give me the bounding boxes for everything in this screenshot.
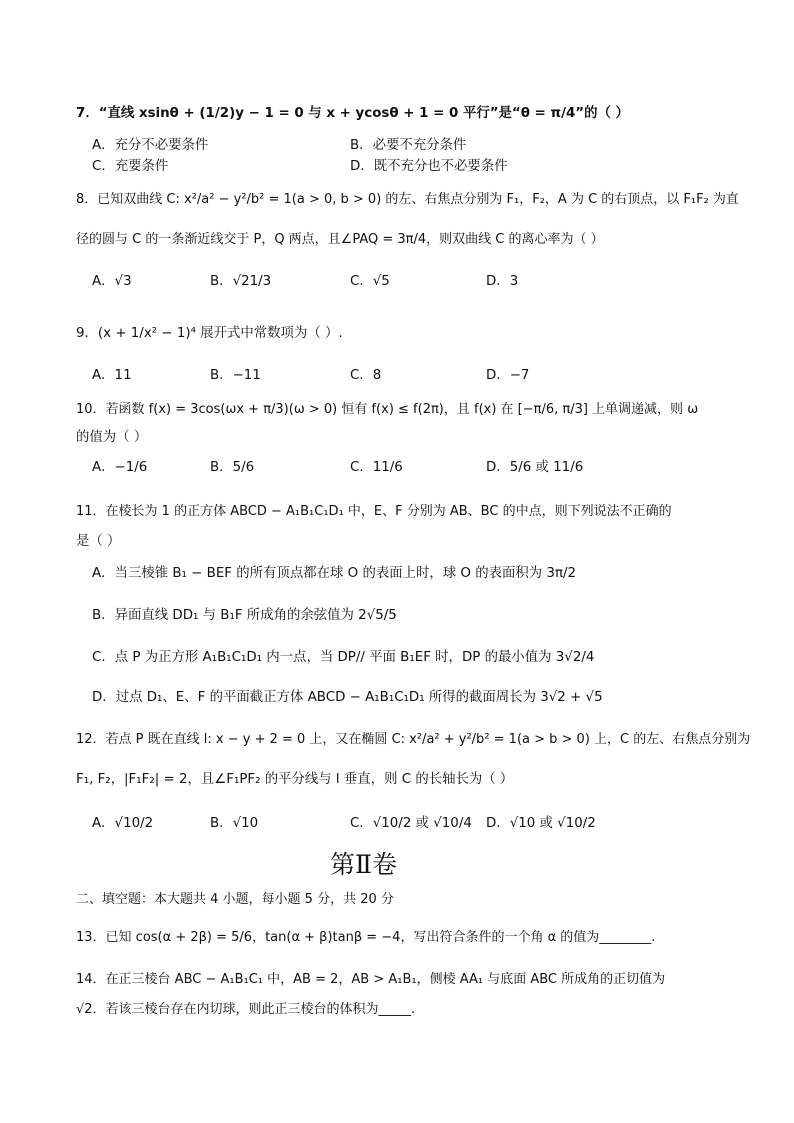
q12-stem-line1: 12．若点 P 既在直线 l: x − y + 2 = 0 上，又在椭圆 C: x²/a² + y²/b² = 1(a > b > 0) 上，C 的左、右焦点分别为 (76, 732, 751, 747)
q10-option-d[interactable]: D．5/6 或 11/6 (486, 460, 584, 475)
q10-stem-line2: 的值为（ ） (76, 430, 148, 445)
q10-option-a[interactable]: A．−1/6 (92, 460, 148, 475)
q9-option-b[interactable]: B．−11 (210, 368, 261, 383)
q7-option-c[interactable]: C．充要条件 (92, 159, 169, 174)
q12-option-d[interactable]: D．√10 或 √10/2 (486, 816, 596, 831)
q9-stem: 9．(x + 1/x² − 1)⁴ 展开式中常数项为（ ）. (76, 326, 343, 341)
q12-option-a[interactable]: A．√10/2 (92, 816, 154, 831)
fill-in-header: 二、填空题：本大题共 4 小题，每小题 5 分，共 20 分 (76, 892, 394, 907)
q9-option-d[interactable]: D．−7 (486, 368, 530, 383)
q8-stem-line2: 径的圆与 C 的一条渐近线交于 P，Q 两点，且∠PAQ = 3π/4，则双曲线 C 的离心率为（ ） (76, 232, 604, 247)
q12-option-b[interactable]: B．√10 (210, 816, 259, 831)
q11-option-b[interactable]: B．异面直线 DD₁ 与 B₁F 所成角的余弦值为 2√5/5 (92, 608, 397, 623)
q8-option-c[interactable]: C．√5 (350, 274, 390, 289)
q10-option-b[interactable]: B．5/6 (210, 460, 255, 475)
q10-option-c[interactable]: C．11/6 (350, 460, 403, 475)
q8-option-b[interactable]: B．√21/3 (210, 274, 272, 289)
q7-stem: 7．“直线 xsinθ + (1/2)y − 1 = 0 与 x + ycosθ + 1 = 0 平行”是“θ = π/4”的（ ） (76, 106, 629, 121)
q7-option-d[interactable]: D．既不充分也不必要条件 (350, 159, 508, 174)
q12-option-c[interactable]: C．√10/2 或 √10/4 (350, 816, 472, 831)
q12-stem-line2: F₁, F₂，|F₁F₂| = 2，且∠F₁PF₂ 的平分线与 l 垂直，则 C 的长轴长为（ ） (76, 772, 514, 787)
q7-option-a[interactable]: A．充分不必要条件 (92, 138, 209, 153)
q14-stem-line2: √2．若该三棱台存在内切球，则此正三棱台的体积为_____. (76, 1002, 416, 1017)
q8-option-a[interactable]: A．√3 (92, 274, 132, 289)
q11-option-c[interactable]: C．点 P 为正方形 A₁B₁C₁D₁ 内一点，当 DP// 平面 B₁EF 时，DP 的最小值为 3√2/4 (92, 650, 595, 665)
q10-stem-line1: 10．若函数 f(x) = 3cos(ωx + π/3)(ω > 0) 恒有 f(x) ≤ f(2π)，且 f(x) 在 [−π/6, π/3] 上单调递减，则 ω (76, 402, 699, 417)
q11-stem-line2: 是（ ） (76, 534, 121, 549)
q9-option-a[interactable]: A．11 (92, 368, 132, 383)
q11-option-a[interactable]: A．当三棱锥 B₁ − BEF 的所有顶点都在球 O 的表面上时，球 O 的表面积为 3π/2 (92, 566, 577, 581)
q8-option-d[interactable]: D．3 (486, 274, 519, 289)
section-title: 第Ⅱ卷 (330, 850, 397, 879)
q9-option-c[interactable]: C．8 (350, 368, 382, 383)
q13-stem: 13．已知 cos(α + 2β) = 5/6，tan(α + β)tanβ = −4，写出符合条件的一个角 α 的值为________. (76, 930, 656, 945)
q8-stem-line1: 8．已知双曲线 C: x²/a² − y²/b² = 1(a > 0, b > 0) 的左、右焦点分别为 F₁，F₂，A 为 C 的右顶点，以 F₁F₂ 为直 (76, 192, 739, 207)
q7-option-b[interactable]: B．必要不充分条件 (350, 138, 467, 153)
q14-stem-line1: 14．在正三棱台 ABC − A₁B₁C₁ 中，AB = 2，AB > A₁B₁，侧棱 AA₁ 与底面 ABC 所成角的正切值为 (76, 972, 666, 987)
q11-stem-line1: 11．在棱长为 1 的正方体 ABCD − A₁B₁C₁D₁ 中，E、F 分别为 AB、BC 的中点，则下列说法不正确的 (76, 504, 672, 519)
q11-option-d[interactable]: D．过点 D₁、E、F 的平面截正方体 ABCD − A₁B₁C₁D₁ 所得的截面周长为 3√2 + √5 (92, 690, 603, 705)
